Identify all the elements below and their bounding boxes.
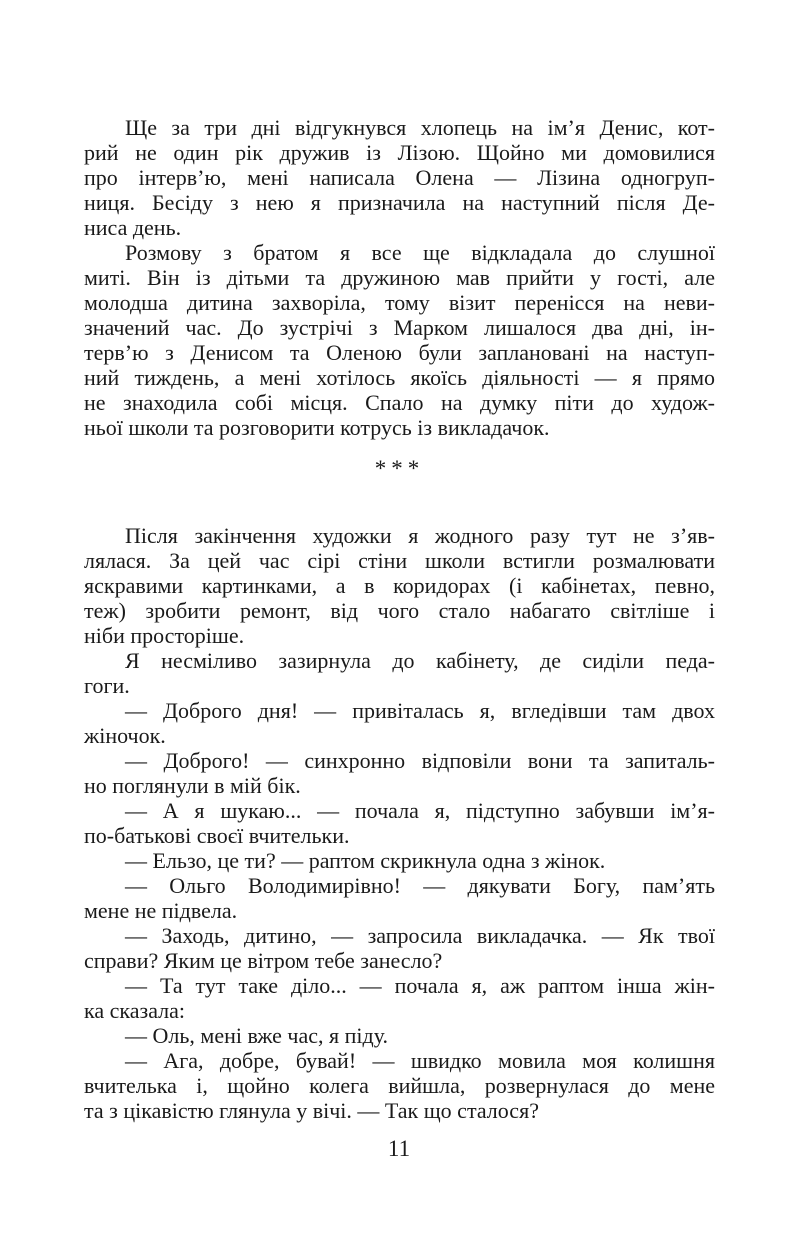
- paragraph: [84, 973, 715, 1023]
- text-line: но поглянули в мій бік.: [84, 773, 301, 798]
- text-line: рий не один рік дружив із Лізою. Щойно ми домовилися: [84, 140, 715, 165]
- text-line: — Доброго дня! — привіталась я, вгледівши там двох: [125, 698, 715, 723]
- text-line: яскравими картинками, а в коридорах (і кабінетах, певно,: [84, 573, 715, 598]
- text-line: миті. Він із дітьми та дружиною мав прийти у гості, але: [84, 265, 715, 290]
- text-line: — А я шукаю... — почала я, підступно забувши ім’я-: [125, 798, 715, 823]
- text-line: мене не підвела.: [84, 898, 238, 923]
- text-line: ньої школи та розговорити котрусь із викладачок.: [84, 415, 550, 440]
- text-line: — Ольго Володимирівно! — дякувати Богу, пам’ять: [125, 873, 715, 898]
- text-line: теж) зробити ремонт, від чого стало набагато світліше і: [84, 598, 715, 623]
- text-line: ний тиждень, а мені хотілось якоїсь діяльності — я прямо: [84, 365, 715, 390]
- text-line: терв’ю з Денисом та Оленою були заплановані на наступ-: [84, 340, 715, 365]
- text-line: ниса день.: [84, 215, 182, 240]
- text-line: лялася. За цей час сірі стіни школи встигли розмалювати: [84, 548, 715, 573]
- paragraph: [84, 523, 715, 648]
- text-line: справи? Яким це вітром тебе занесло?: [84, 948, 443, 973]
- text-line: та з цікавістю глянула у вічі. — Так що сталося?: [84, 1098, 539, 1123]
- text-line: вчителька і, щойно колега вийшла, розвернулася до мене: [84, 1073, 715, 1098]
- page-number: 11: [387, 1136, 411, 1161]
- text-line: — Ельзо, це ти? — раптом скрикнула одна з жінок.: [125, 848, 606, 873]
- text-line: по-батькові своєї вчительки.: [84, 823, 350, 848]
- paragraph: [84, 923, 715, 973]
- text-line: — Ага, добре, бувай! — швидко мовила моя колишня: [125, 1048, 715, 1073]
- text-line: значений час. До зустрічі з Марком лишалося два дні, ін-: [84, 315, 715, 340]
- paragraph: [84, 1048, 715, 1123]
- paragraph: [84, 115, 715, 240]
- text-line: — Та тут таке діло... — почала я, аж раптом інша жін-: [125, 973, 715, 998]
- paragraph: [84, 648, 715, 698]
- text-line: Після закінчення художки я жодного разу тут не з’яв-: [125, 523, 715, 548]
- paragraph: [84, 848, 715, 873]
- text-line: молодша дитина захворіла, тому візит перенісся на неви-: [84, 290, 715, 315]
- text-line: ка сказала:: [84, 998, 186, 1023]
- text-line: — Оль, мені вже час, я піду.: [125, 1023, 388, 1048]
- paragraph: [84, 798, 715, 848]
- text-line: — Заходь, дитино, — запросила викладачка. — Як твої: [125, 923, 715, 948]
- text-line: Розмову з братом я все ще відкладала до слушної: [125, 240, 715, 265]
- text-line: про інтерв’ю, мені написала Олена — Лізина одногруп-: [84, 165, 715, 190]
- text-line: гоги.: [84, 673, 130, 698]
- page-text: [84, 115, 715, 1123]
- paragraph: [84, 748, 715, 798]
- text-line: ниця. Бесіду з нею я призначила на наступний після Де-: [84, 190, 715, 215]
- section-separator: ***: [374, 456, 425, 481]
- text-line: жіночок.: [84, 723, 166, 748]
- paragraph: [84, 698, 715, 748]
- text-line: ніби просторіше.: [84, 623, 245, 648]
- text-line: не знаходила собі місця. Спало на думку піти до худож-: [84, 390, 715, 415]
- text-line: — Доброго! — синхронно відповіли вони та запиталь-: [125, 748, 715, 773]
- paragraph: [84, 1023, 715, 1048]
- paragraph: [84, 873, 715, 923]
- paragraph: [84, 240, 715, 440]
- text-line: Я несміливо зазирнула до кабінету, де сиділи педа-: [125, 648, 715, 673]
- text-line: Ще за три дні відгукнувся хлопець на ім’я Денис, кот-: [125, 115, 715, 140]
